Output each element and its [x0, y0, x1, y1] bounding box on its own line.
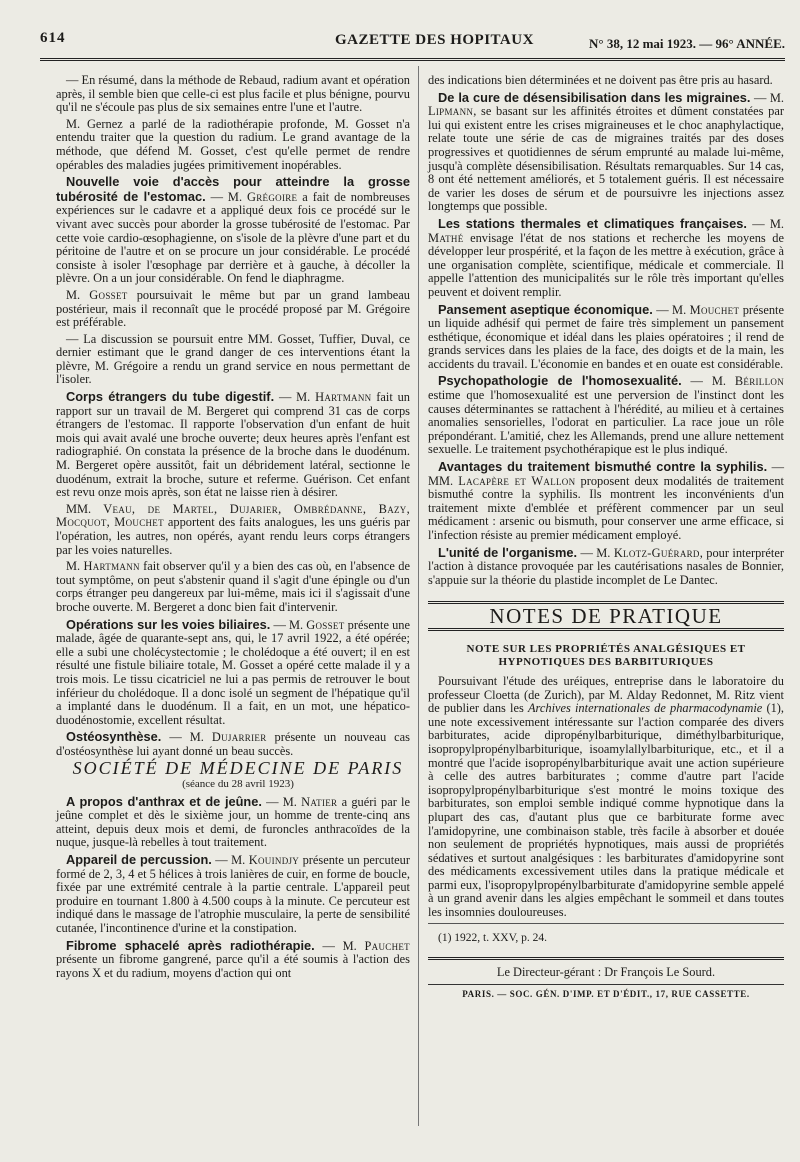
paragraph: M. Gosset poursuivait le même but par un grand lambeau postérieur, mais il reconnaît que le procédé proposé par M. Grégoire est préférable. — [56, 287, 410, 330]
article-osteosynthese: Ostéosynthèse. — M. Dujarrier présente un nouveau cas d'ostéosynthèse lui ayant donné un beau succès. — [56, 729, 410, 758]
article-heading: A propos d'anthrax et de jeûne. — [66, 793, 262, 809]
article-heading: Ostéosynthèse. — [66, 729, 162, 745]
journal-citation: Archives internationales de pharmacodynamie — [527, 701, 763, 716]
author-names: Veau, de Martel, Dujarier, Ombrédanne, Bazy, Mocquot, Mouchet — [56, 501, 410, 530]
header-rule — [40, 58, 785, 61]
article-organisme: L'unité de l'organisme. — M. Klotz-Guérard, pour interpréter l'action à distance provoquée par les cautérisations nasales de Bonnier, s'appuie sur la théorie du plastide incomplet de Le Dantec. — [428, 544, 785, 587]
author-name: Bérillon — [734, 374, 784, 389]
article-syphilis: Avantages du traitement bismuthé contre la syphilis. — MM. Lacapère et Wallon proposent deux modalités de traitement bismuthé contre la syphilis. Ils montrent les inconvénients d'un traitement mixte d'emblée et préfèrent commencer par un seul médicament : arsenic ou bismuth, pour conserver une arme efficace, si l'infection résiste au premier médicament employé. — [428, 459, 784, 542]
paragraph: M. Hartmann fait observer qu'il y a bien des cas où, en l'absence de tout symptôme, on peut s'abstenir quand il s'agit d'une épingle ou d'un corps étranger peu dangereux par lui-même, mais ici il s'agissait d'une broche ouverte. M. Bergeret a donc bien fait d'intervenir. — [56, 559, 410, 614]
author-name: Hartmann — [315, 390, 372, 405]
author-name: Gosset — [306, 617, 345, 632]
author-name: Kouindjy — [248, 853, 300, 868]
article-heading: Fibrome sphacelé après radiothérapie. — [66, 937, 315, 953]
article-heading: Psychopathologie de l'homosexualité. — [438, 373, 682, 389]
author-name: Natier — [301, 794, 338, 809]
article-migraines: De la cure de désensibilisation dans les migraines. — M. Lipmann, se basant sur les affinités étroites et dûment constatées par lui qui existent entre les crises migraineuses et le choc anaphylactique, relate toute une série de cas de migraines traités par des doses progressives et quotidiennes de sérum emprunté au malade lui-même, jusqu'à complète désensibilisation. Résultats remarquables. Sur 14 cas, 8 ont été nettement améliorés, et 5 totalement guéris. Il est nécessaire de varier les doses de sérum et de poursuivre les injections assez longtemps que possible. — [428, 89, 785, 214]
author-name: Pauchet — [364, 938, 410, 953]
article-nouvelle-voie: Nouvelle voie d'accès pour atteindre la grosse tubérosité de l'estomac. — M. Grégoire a fait de nombreuses expériences sur le cadavre et a appliqué deux fois ce procédé sur le vivant avec succès pour aborder la grosse tubérosité de l'estomac. Par cette voie cardio-œsophagienne, on s'isole de la plèvre d'une part et du péritoine de l'autre et on se procure un jour considérable. Le procédé consiste à isoler l'œsophage par derrière et à gauche, à décoller la plèvre. On a un jour considérable. On fend le diaphragme. — [56, 174, 410, 286]
author-name: Klotz-Guérard — [613, 545, 700, 560]
article-heading: L'unité de l'organisme. — [438, 544, 578, 560]
notes-title: NOTES DE PRATIQUE — [428, 601, 784, 631]
author-name: Gosset — [89, 287, 128, 302]
article-stations: Les stations thermales et climatiques françaises. — M. Mathé envisage l'état de nos stations et recherche les moyens de développer leur prospérité, et la façon de les mettre à exécution, grâce à une organisation complète, scientifique, médicale et commerciale. Il appelle l'attention des municipalités sur le rôle très important qu'elles peuvent et doivent remplir. — [428, 215, 785, 299]
article-heading: De la cure de désensibilisation dans les migraines. — [438, 89, 751, 105]
article-anthrax: A propos d'anthrax et de jeûne. — M. Natier a guéri par le jeûne complet et dès le sixième jour, un homme de trente-cinq ans atteint, depuis deux mois et demi, de furoncles anthracoïdes de la nuque, jusque-là rebelles à tout traitement. — [56, 793, 410, 850]
printer-imprint: PARIS. — SOC. GÉN. D'IMP. ET D'ÉDIT., 17, RUE CASSETTE. — [428, 984, 784, 1002]
page-number: 614 — [40, 30, 66, 46]
author-name: Lipmann — [428, 104, 474, 119]
article-heading: Pansement aseptique économique. — [438, 301, 653, 317]
article-percussion: Appareil de percussion. — M. Kouindjy présente un percuteur formé de 2, 3, 4 et 5 hélices à trois lanières de cuir, en forme de boucle, fixée par une extrémité centrale à la partie centrale. L'appareil peut produire en tournant 1.800 à 4.500 coups à la minute. Ce percuteur est indiqué dans le massage de l'atrophie musculaire, la perte de sensibilité cutanée, l'incontinence d'urine et la constipation. — [56, 852, 410, 936]
page-header — [40, 30, 785, 60]
article-heading: Nouvelle voie d'accès pour atteindre la grosse tubérosité de l'estomac. — [56, 174, 410, 204]
article-heading: Avantages du traitement bismuthé contre la syphilis. — [438, 459, 768, 475]
author-name: Dujarrier — [211, 730, 267, 745]
article-voies-biliaires: Opérations sur les voies biliaires. — M. Gosset présente une malade, âgée de quarante-sept ans, qui, le 17 avril 1922, a été opérée; elle a subi une cholécystectomie ; le cholédoque a été ouvert; il en est résulté une fistule biliaire totale, M. Gosset a opéré cette malade il y a trois mois. Le tissu cicatriciel ne lui a pas permis de retrouver le bout inférieur du cholédoque. Il a donc isolé un segment de l'hépatique qu'il a implanté dans le duodénum. Il a fait, en un mot, une hépatico-duodénostomie, excellent résultat. — [56, 616, 410, 727]
author-name: Mathé — [428, 230, 464, 245]
note-body: Poursuivant l'étude des uréiques, entreprise dans le laboratoire du professeur Cloetta (de Zurich), par M. Alday Redonnet, M. Ritz vient de publier dans les Archives internationales de pharmacodynamie (1), une note excessivement intéressante sur l'action comparée des divers barbiturates, acide dipropénylbarbiturique, diméthylbarbiturique, isopropylpropénylbarbiturique, isoamylallylbarbiturique, etc., et il a montré que l'acide isopropénylbarbiturique avait une action supérieure à celle des autres barbiturates ; comme d'autre part l'acide isopropylpropénylbarbiturique s'est montré le moins toxique des barbiturates, son emploi semble indiqué comme hypnotique dans la plupart des cas, d'autant plus que ce barbiturate forme avec l'amidopyrine, une combinaison stable, très facile à absorber et douée non seulement de propriétés hypnotiques, mais aussi de propriétés sédatives et surtout analgésiques : les barbiturates d'amidopyrine sont des médicaments excessivement utiles dans la pratique médicale et parmi eux, l'isopropylpropénylbarbiturate d'amidopyrine semble appelé à un grand avenir dans les algies empêchant le sommeil et dans toutes les insomnies douloureuses. — [428, 673, 784, 920]
paragraph: MM. Veau, de Martel, Dujarier, Ombrédanne, Bazy, Mocquot, Mouchet apportent des faits analogues, les uns guéris par l'opération, les autres, non opérés, ayant rendu leurs corps étrangers par les voies naturelles. — [56, 501, 410, 557]
article-pansement: Pansement aseptique économique. — M. Mouchet présente un liquide adhésif qui permet de faire très simplement un pansement esthétique, économique et idéal dans les plaies opératoires ; il rend de grands services dans les plaies de la face, des doigts et de la main, les accidents du travail. L'économie en bandes et en ouate est considérable. — [428, 301, 784, 371]
right-column — [428, 74, 784, 1001]
left-column — [56, 74, 410, 983]
article-heading: Opérations sur les voies biliaires. — [66, 616, 271, 632]
director-signature: Le Directeur-gérant : Dr François Le Sourd. — [428, 957, 784, 980]
note-heading: NOTE SUR LES PROPRIÉTÉS ANALGÉSIQUES ET HYPNOTIQUES DES BARBITURIQUES — [466, 642, 746, 668]
author-names: Lacapère et Wallon — [458, 473, 576, 488]
society-title: SOCIÉTÉ DE MÉDECINE DE PARIS — [72, 757, 404, 778]
article-psychopathologie: Psychopathologie de l'homosexualité. — M. Bérillon estime que l'homosexualité est une perversion de l'instinct dont les causes déterminantes se rattachent à l'hérédité, au milieu et à certaines anomalies sensorielles, l'odorat en particulier. La race joue un rôle prépondérant. L'amitié, chez les Allemands, prend une allure nettement sexuelle. Le traitement psychothérapique est le plus indiqué. — [428, 373, 784, 457]
paragraph: des indications bien déterminées et ne doivent pas être pris au hasard. — [428, 73, 773, 87]
paragraph: M. Gernez a parlé de la radiothérapie profonde, M. Gosset n'a entendu traiter que la question du radium. Le grand avantage de la méthode, que défend M. Gosset, c'est qu'elle permet de rendre opérables des maladies jugées primitivement inopérables. — [56, 116, 410, 172]
author-name: Grégoire — [247, 189, 298, 204]
article-fibrome: Fibrome sphacelé après radiothérapie. — M. Pauchet présente un fibrome gangrené, parce qu'il a été soumis à l'action des rayons X et du radium, moyens d'action qui ont — [56, 937, 410, 980]
article-corps-etrangers: Corps étrangers du tube digestif. — M. Hartmann fait un rapport sur un travail de M. Bergeret qui comprend 31 cas de corps étrangers de l'estomac. Il rapporte l'observation d'un enfant de huit mois qui avait avalé une broche ouverte; deux heures après l'enfant est radiographié. On constata la présence de la broche dans le duodénum. M. Bergeret opère aussitôt, fait un débridement latéral, sectionne le duodénum, extrait la broche, suture et referme. Guérison. Cet enfant est revu onze mois après, son état ne laisse rien à désirer. — [56, 389, 410, 500]
article-heading: Appareil de percussion. — [66, 852, 212, 868]
author-name: Hartmann — [83, 559, 140, 574]
issue-info: N° 38, 12 mai 1923. — 96° ANNÉE. — [588, 36, 785, 51]
paragraph: — En résumé, dans la méthode de Rebaud, radium avant et opération après, il semble bien que celle-ci est plus facile et plus bénigne, pourvu qu'il ne s'écoule pas plus de six semaines entre l'une et l'autre. — [56, 73, 410, 115]
paragraph: — La discussion se poursuit entre MM. Gosset, Tuffier, Duval, ce dernier estimant que le grand danger de ces interventions étant la plèvre, M. Grégoire a rendu un grand service en nous permettant de l'isoler. — [56, 331, 410, 387]
footnote: (1) 1922, t. XXV, p. 24. — [428, 923, 784, 946]
article-heading: Les stations thermales et climatiques françaises. — [438, 215, 747, 231]
journal-title: GAZETTE DES HOPITAUX — [335, 32, 534, 48]
column-separator — [418, 66, 419, 1126]
author-name: Mouchet — [689, 302, 740, 317]
session-date: (séance du 28 avril 1923) — [182, 778, 294, 791]
article-heading: Corps étrangers du tube digestif. — [66, 389, 275, 405]
